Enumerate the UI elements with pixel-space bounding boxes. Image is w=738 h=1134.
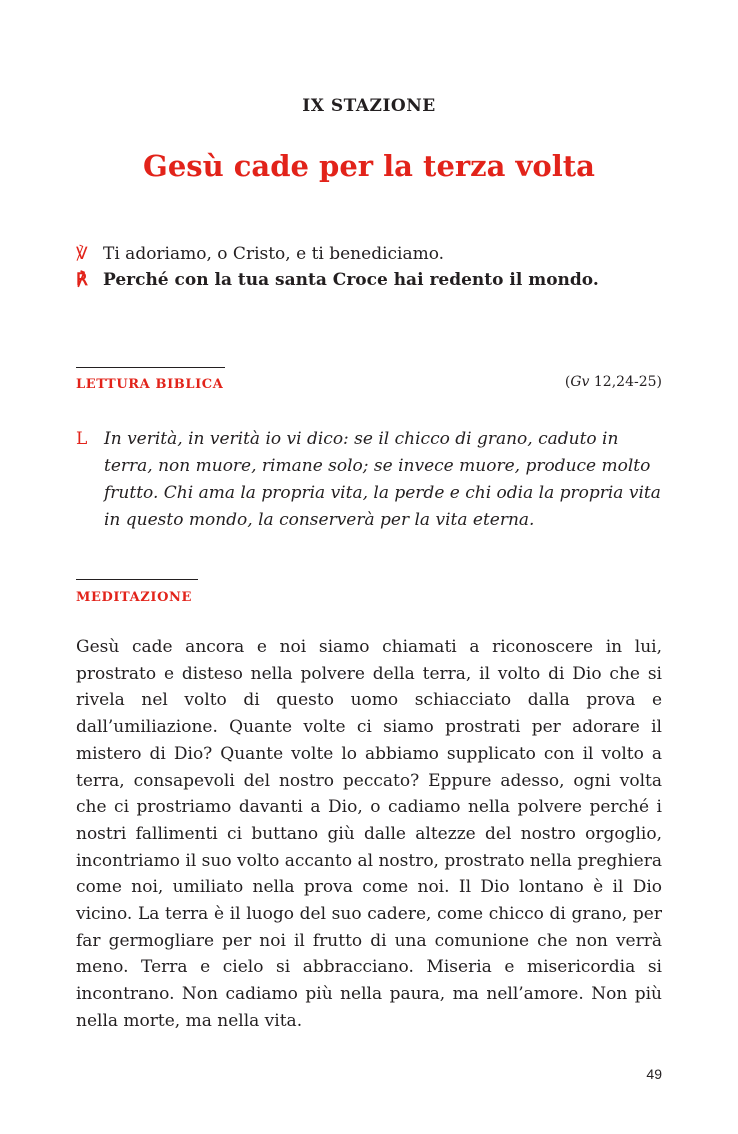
versicle-text: Ti adoriamo, o Cristo, e ti benediciamo. <box>103 244 445 264</box>
meditation-label: MEDITAZIONE <box>76 590 192 605</box>
station-number: IX STAZIONE <box>302 96 436 116</box>
reading-label: LETTURA BIBLICA <box>76 377 224 392</box>
response-line <box>76 270 599 290</box>
reading-reference <box>565 374 662 390</box>
response-text: Perché con la tua santa Croce hai redento il mondo. <box>103 270 599 290</box>
response-symbol: ℟ <box>76 270 88 290</box>
reference-rest: 12,24-25) <box>589 374 662 390</box>
section-divider <box>76 579 198 580</box>
reference-book: Gv <box>570 374 590 390</box>
meditation-text: Gesù cade ancora e noi siamo chiamati a riconoscere in lui, prostrato e disteso nella polvere della terra, il volto di Dio che si rivela nel volto di questo uomo schiacciato dalla prova e dall’umiliazione. Quante volte ci siamo prostrati per adorare il mistero di Dio? Quante volte lo abbiamo supplicato con il volto a terra, consapevoli del nostro peccato? Eppure adesso, ogni volta che ci prostriamo davanti a Dio, o cadiamo nella polvere perché i nostri fallimenti ci buttano giù dalle altezze del nostro orgoglio, incontriamo il suo volto accanto al nostro, prostrato nella preghiera come noi, umiliato nella prova come noi. Il Dio lontano è il Dio vicino. La terra è il luogo del suo cadere, come chicco di grano, per far germogliare per noi il frutto di una comunione che non verrà meno. Terra e cielo si abbracciano. Miseria e misericordia si incontrano. Non cadiamo più nella paura, ma nell’amore. Non più nella morte, ma nella vita. <box>76 637 662 1031</box>
lector-symbol: L <box>76 429 88 449</box>
reading-block <box>76 426 664 534</box>
section-divider <box>76 367 225 368</box>
station-title: Gesù cade per la terza volta <box>143 149 595 183</box>
reading-text: In verità, in verità io vi dico: se il chicco di grano, caduto in terra, non muore, rimane solo; se invece muore, produce molto frutto. Chi ama la propria vita, la perde e chi odia la propria vita in questo mondo, la conserverà per la vita eterna. <box>104 429 661 530</box>
versicle-symbol: ℣ <box>76 244 88 264</box>
page-number: 49 <box>646 1066 662 1082</box>
reference-open: ( <box>564 374 571 390</box>
versicle-line <box>76 244 444 264</box>
